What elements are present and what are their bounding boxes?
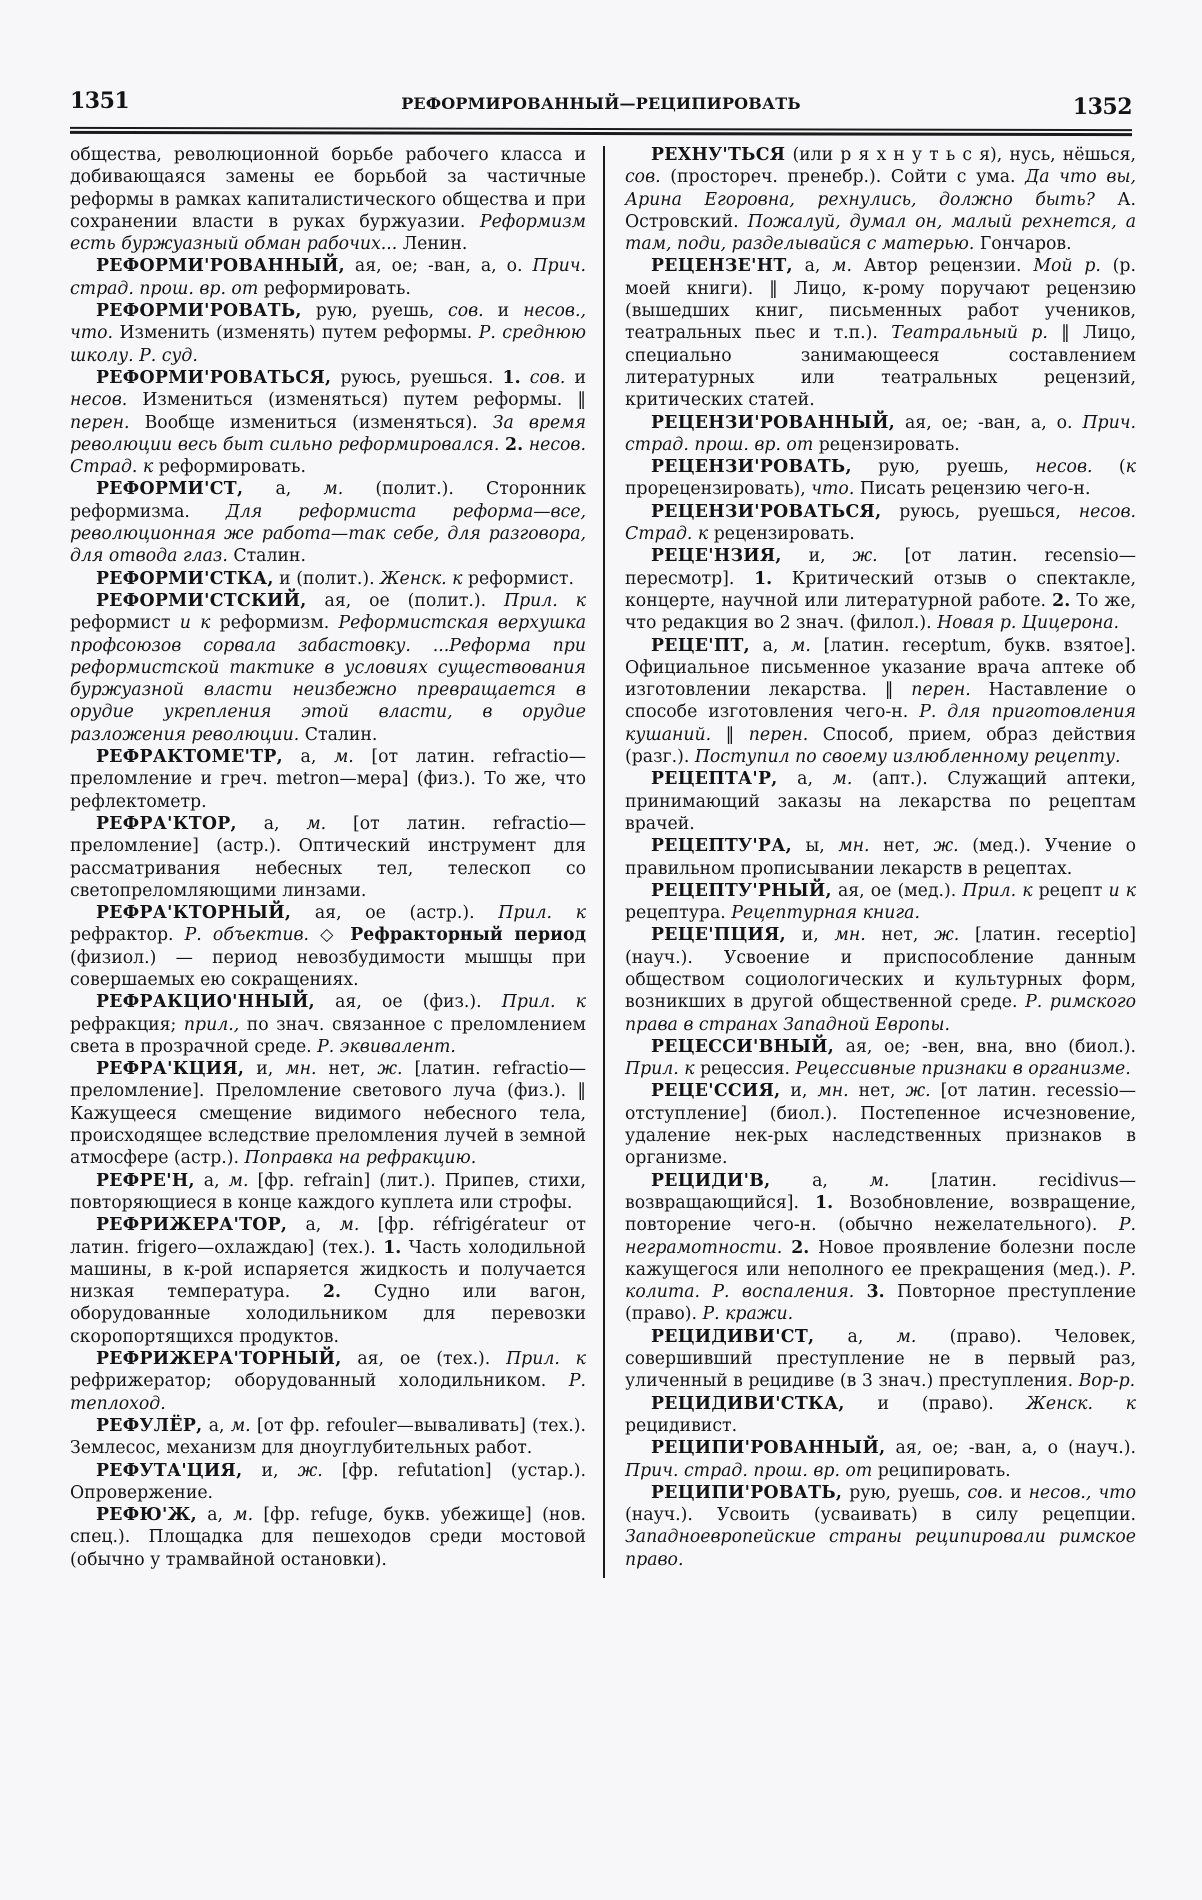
entry-text: а, bbox=[282, 747, 334, 768]
italic-text: За время революции весь быт сильно реформировался. bbox=[70, 412, 586, 455]
entry-text: [от латин. refractio—преломление и греч. metron—мера] (физ.). То же, что рефлектометр. bbox=[70, 747, 586, 812]
entry-headword: РЕЦЕПТА'Р, bbox=[651, 769, 778, 790]
dictionary-entry bbox=[70, 813, 586, 902]
dictionary-entry bbox=[70, 1504, 586, 1571]
entry-text: а, bbox=[770, 1170, 870, 1191]
italic-text: сов. bbox=[625, 167, 661, 188]
page-header bbox=[70, 88, 1132, 124]
entry-text: [от фр. refouler—вываливать] (тех.). Землесос, механизм для дноуглубительных работ. bbox=[70, 1415, 586, 1459]
dictionary-entry bbox=[625, 255, 1136, 411]
entry-headword: РЕФУТА'ЦИЯ, bbox=[96, 1460, 243, 1481]
dictionary-entry bbox=[70, 1460, 586, 1505]
italic-text: м. bbox=[323, 479, 344, 500]
italic-text: Поправка на рефракцию. bbox=[244, 1148, 477, 1169]
italic-text: несов. Страд. bbox=[70, 434, 586, 478]
italic-text: Театральный р. bbox=[891, 323, 1048, 344]
bold-text: 2. bbox=[505, 434, 524, 455]
italic-text: ж. bbox=[852, 546, 878, 567]
entry-text: реформист. bbox=[462, 568, 574, 589]
entry-text: Способ, прием, образ действия (разг.). bbox=[625, 724, 1136, 768]
entry-text: нет, bbox=[848, 1081, 906, 1102]
entry-headword: РЕФРА'КТОРНЫЙ, bbox=[96, 903, 292, 924]
dictionary-entry bbox=[625, 1393, 1136, 1438]
entry-headword: РЕЦЕПТУ'РА, bbox=[651, 836, 792, 857]
column-divider bbox=[603, 146, 605, 1578]
italic-text: Реформистская верхушка профсоюзов сорвала забастовку. ...Реформа при реформистской тактике в условиях существования буржуазной власти неизбежно превращается в орудие укрепления этой власти, в орудие разложения революции. bbox=[70, 613, 586, 745]
italic-text: к bbox=[142, 457, 154, 478]
entry-text: ая, ое (астр.). bbox=[291, 903, 499, 924]
entry-text: общества, революционной борьбе рабочего класса и добивающаяся замены ее борьбой за частичные реформы в рамках капиталистического общества и при сохранении власти в руках буржуазии. bbox=[70, 145, 586, 232]
bold-text: 2. bbox=[1052, 590, 1071, 611]
entry-headword: РЕЦЕ'ПТ, bbox=[651, 635, 750, 656]
entry-text: а, bbox=[194, 1170, 229, 1191]
entry-text: (простореч. пренебр.). Сойти с ума. bbox=[660, 167, 1026, 188]
dictionary-entry bbox=[625, 1170, 1136, 1326]
italic-text: Р. колита. Р. воспаления. bbox=[625, 1259, 1136, 1303]
entry-text: рефрижератор; оборудованный холодильником. bbox=[70, 1371, 569, 1392]
italic-text: м. bbox=[228, 1170, 249, 1191]
italic-text: Прил. к bbox=[504, 590, 586, 611]
entry-text: и, bbox=[244, 1059, 286, 1080]
italic-text: Р. объектив. bbox=[184, 925, 310, 946]
italic-text: ж. bbox=[377, 1059, 403, 1080]
italic-text: Рецептурная книга. bbox=[731, 903, 920, 924]
dictionary-entry bbox=[625, 501, 1136, 546]
page-number-right: 1352 bbox=[1072, 94, 1132, 120]
italic-text: Прич. страд. прош. вр. от bbox=[625, 1460, 873, 1481]
italic-text: м. bbox=[832, 769, 853, 790]
italic-text: мн. bbox=[838, 836, 870, 857]
entry-text: и (право). bbox=[844, 1393, 1027, 1414]
entry-text: и bbox=[565, 367, 586, 388]
italic-text: м. bbox=[832, 256, 852, 277]
italic-text: прил., bbox=[183, 1014, 240, 1035]
italic-text: Пожалуй, думал он, малый рехнется, а там, поди, разделывайся с матерью. bbox=[625, 211, 1137, 255]
italic-text: Прил. к bbox=[498, 903, 586, 924]
entry-text: руюсь, руешься, bbox=[881, 501, 1079, 522]
italic-text: ж. bbox=[934, 925, 960, 946]
entry-text: Возобновление, возвращение, повторение чего-н. (обычно нежелательного). bbox=[625, 1192, 1136, 1236]
italic-text: м. bbox=[233, 1505, 254, 1526]
entry-headword: РЕЦИПИ'РОВАННЫЙ, bbox=[651, 1438, 886, 1459]
entry-text: ая, ое; -ван, а, о. bbox=[344, 256, 533, 277]
dictionary-entry bbox=[625, 545, 1136, 634]
entry-text: (право). Человек, совершивший преступление не в первый раз, уличенный в рецидиве (в 3 знач.) преступления. bbox=[625, 1326, 1136, 1392]
italic-text: несов. bbox=[70, 390, 128, 411]
italic-text: м. bbox=[306, 813, 327, 834]
entry-text: рую, руешь, bbox=[851, 457, 1036, 478]
italic-text: несов., что bbox=[1028, 1482, 1136, 1503]
entry-text: реформировать. bbox=[258, 278, 411, 299]
dictionary-entry bbox=[70, 746, 586, 813]
entry-headword: РЕЦЕПТУ'РНЫЙ, bbox=[651, 880, 832, 901]
entry-text: и, bbox=[242, 1460, 298, 1481]
entry-text: А. Островский. bbox=[625, 189, 1137, 232]
italic-text: Прил. к bbox=[506, 1349, 586, 1370]
dictionary-entry bbox=[625, 1080, 1136, 1169]
entry-text: а, bbox=[287, 1215, 340, 1236]
entry-text: Автор рецензии. bbox=[852, 256, 1034, 277]
dictionary-entry bbox=[625, 412, 1136, 457]
entry-headword: РЕЦЕНЗИ'РОВАТЬ, bbox=[651, 457, 852, 478]
entry-text: реформизм. bbox=[210, 613, 339, 634]
page-number-left: 1351 bbox=[70, 88, 130, 114]
italic-text: несов. Страд. к bbox=[625, 501, 1136, 545]
italic-text: Женск. к bbox=[1026, 1393, 1136, 1414]
entry-headword: РЕФОРМИ'СТКА, bbox=[96, 568, 274, 589]
entry-text: Новое проявление болезни после кажущегося или неполного ее прекращения (мед.). bbox=[625, 1237, 1136, 1280]
italic-text: и к bbox=[1108, 880, 1136, 901]
entry-text: Сталин. bbox=[227, 546, 306, 567]
dictionary-entry bbox=[625, 456, 1136, 501]
entry-text: (полит.). Сторонник реформизма. bbox=[70, 479, 586, 522]
entry-text: (или р я х н у т ь с я), нусь, нёшься, bbox=[785, 145, 1136, 165]
entry-text: Писать рецензию чего-н. bbox=[854, 479, 1091, 500]
entry-headword: РЕФРЕ'Н, bbox=[96, 1170, 195, 1191]
dictionary-entry bbox=[70, 1348, 586, 1415]
entry-text: рефрактор. bbox=[70, 925, 185, 946]
italic-text: перен. bbox=[748, 724, 809, 745]
entry-headword: РЕЦИДИ'В, bbox=[651, 1170, 771, 1191]
entry-text: ◇ bbox=[309, 925, 351, 946]
entry-text bbox=[782, 1238, 791, 1258]
entry-text: [от латин. refractio—преломление] (астр.). Оптический инструмент для рассматривания небесных тел, телескоп со светопреломляющими линзами. bbox=[70, 813, 586, 901]
entry-headword: РЕЦЕ'НЗИЯ, bbox=[651, 546, 782, 567]
dictionary-entry bbox=[625, 835, 1136, 880]
bold-text: 1. bbox=[383, 1237, 402, 1258]
italic-text: сов. bbox=[448, 301, 484, 322]
entry-headword: РЕЦЕНЗИ'РОВАННЫЙ, bbox=[651, 412, 896, 433]
entry-headword: РЕЦИПИ'РОВАТЬ, bbox=[651, 1482, 843, 1503]
entry-text: а, bbox=[749, 635, 792, 656]
entry-headword: РЕФОРМИ'РОВАТЬСЯ, bbox=[96, 367, 332, 388]
entry-text: [от латин. recensio—пересмотр]. bbox=[625, 546, 1136, 589]
italic-text: Да что вы, Арина Егоровна, рехнулись, должно быть? bbox=[625, 167, 1136, 210]
entry-headword: РЕЦЕНЗИ'РОВАТЬСЯ, bbox=[651, 501, 882, 522]
italic-text: Прил. к bbox=[625, 1059, 695, 1080]
entry-headword: РЕФРА'КТОР, bbox=[96, 813, 237, 834]
entry-text: а, bbox=[243, 479, 324, 500]
italic-text: что. bbox=[811, 479, 855, 500]
dictionary-entry bbox=[625, 768, 1136, 835]
entry-text: нет, bbox=[869, 836, 934, 857]
bold-text: 2. bbox=[323, 1282, 342, 1303]
entry-text: Гончаров. bbox=[974, 234, 1072, 255]
entry-text: и (полит.). bbox=[273, 568, 381, 589]
entry-text: [фр. réfrigérateur от латин. frigero—охлаждаю] (тех.). bbox=[70, 1215, 586, 1258]
entry-headword: РЕЦИДИВИ'СТ, bbox=[651, 1326, 815, 1347]
entry-text: реформировать. bbox=[153, 457, 306, 478]
entry-text: (мед.). Учение о правильном прописывании лекарств в рецептах. bbox=[625, 836, 1137, 879]
entry-text: рую, руешь, bbox=[301, 301, 449, 322]
entry-text: а, bbox=[814, 1326, 897, 1347]
entry-text: [латин. recidivus—возвращающийся]. bbox=[625, 1170, 1136, 1213]
dictionary-entry bbox=[70, 568, 586, 590]
italic-text: Прич. страд. прош. вр. от bbox=[625, 412, 1136, 455]
dictionary-entry bbox=[625, 1437, 1136, 1482]
italic-text: Рецессивные признаки в организме. bbox=[795, 1059, 1131, 1080]
entry-continuation bbox=[70, 144, 586, 255]
entry-text: по знач. связанное с преломлением света в прозрачной среде. bbox=[70, 1014, 586, 1057]
italic-text: ж. bbox=[905, 1081, 931, 1102]
italic-text: перен. bbox=[70, 412, 130, 433]
entry-text: руюсь, руешься. bbox=[331, 367, 503, 388]
entry-text: [от латин. recessio—отступление] (биол.). Постепенное исчезновение, удаление нек-рых наследственных признаков в организме. bbox=[625, 1081, 1136, 1169]
entry-text: Сталин. bbox=[299, 724, 378, 745]
italic-text: м. bbox=[339, 1215, 360, 1236]
dictionary-entry bbox=[70, 1214, 586, 1348]
italic-text: Р. теплоход. bbox=[70, 1371, 586, 1414]
dictionary-entry bbox=[70, 991, 586, 1058]
entry-headword: РЕЦИДИВИ'СТКА, bbox=[651, 1393, 845, 1414]
entry-text: а, bbox=[792, 256, 833, 277]
italic-text: Р. эквивалент. bbox=[317, 1036, 456, 1057]
bold-text: 1. bbox=[502, 367, 521, 388]
entry-headword: РЕФРИЖЕРА'ТОР, bbox=[96, 1215, 288, 1236]
entry-text: прорецензировать), bbox=[625, 479, 812, 500]
right-column bbox=[625, 144, 1136, 1571]
entry-text: [фр. refrain] (лит.). Припев, стихи, повторяющиеся в конце каждого куплета или строфы. bbox=[70, 1170, 586, 1213]
italic-text: Мой р. bbox=[1033, 256, 1101, 277]
entry-text: ая, ое; -вен, вна, вно (биол.). bbox=[834, 1036, 1136, 1057]
bold-text: 2. bbox=[791, 1237, 810, 1258]
entry-headword: РЕФУЛЁР, bbox=[96, 1415, 203, 1436]
left-column bbox=[70, 144, 586, 1571]
italic-text: Р. среднюю школу. Р. суд. bbox=[70, 323, 586, 366]
dictionary-entry bbox=[70, 255, 586, 300]
entry-headword: РЕФРАКТОМЕ'ТР, bbox=[96, 747, 283, 768]
entry-text: а, bbox=[196, 1505, 234, 1526]
entry-text: и, bbox=[785, 925, 835, 946]
italic-text: Р. римского права в странах Западной Европы. bbox=[625, 992, 1136, 1035]
italic-text: ж. bbox=[297, 1460, 323, 1481]
italic-text: м. bbox=[896, 1326, 917, 1347]
italic-text: Поступил по своему излюбленному рецепту. bbox=[694, 747, 1121, 768]
italic-text: сов. bbox=[529, 367, 566, 388]
entry-text: рецензировать. bbox=[708, 524, 855, 545]
bold-text: 3. bbox=[866, 1282, 885, 1303]
entry-headword: РЕФЮ'Ж, bbox=[96, 1505, 197, 1526]
entry-text: и bbox=[483, 301, 524, 322]
entry-text: То же, что редакция во 2 знач. (филол.). bbox=[625, 590, 1136, 634]
dictionary-entry bbox=[70, 590, 586, 746]
entry-text: рецептура. bbox=[625, 903, 732, 924]
entry-headword: РЕФОРМИ'СТ, bbox=[96, 479, 244, 500]
dictionary-entry bbox=[70, 300, 586, 367]
entry-text: и, bbox=[780, 1081, 818, 1102]
italic-text: мн. bbox=[834, 925, 866, 946]
entry-text: а, bbox=[202, 1415, 231, 1436]
italic-text: м. bbox=[230, 1415, 251, 1436]
entry-headword: РЕЦЕССИ'ВНЫЙ, bbox=[651, 1036, 835, 1057]
entry-text: рецессия. bbox=[694, 1059, 796, 1080]
entry-headword: РЕФРАКЦИО'ННЫЙ, bbox=[96, 992, 315, 1013]
italic-text: Р. кражи. bbox=[702, 1304, 794, 1325]
dictionary-entry bbox=[625, 635, 1136, 769]
italic-text: м. bbox=[869, 1170, 890, 1191]
entry-text: [фр. refutation] (устар.). Опровержение. bbox=[70, 1460, 586, 1503]
dictionary-entry bbox=[70, 1415, 586, 1460]
dictionary-entry bbox=[625, 1482, 1136, 1571]
entry-text: [латин. refractio—преломление]. Преломление светового луча (физ.). ‖ Кажущееся смещение видимого небесного тела, происходящее вследствие преломления лучей в земной атмосфере (астр.). bbox=[70, 1059, 586, 1169]
dictionary-entry bbox=[625, 1326, 1136, 1393]
dictionary-entry bbox=[70, 902, 586, 991]
entry-text: рую, руешь, bbox=[842, 1482, 968, 1503]
entry-text: ая, ое (полит.). bbox=[306, 590, 505, 611]
italic-text: м. bbox=[333, 747, 354, 768]
italic-text: и к bbox=[179, 613, 211, 634]
header-double-rule bbox=[70, 127, 1132, 136]
entry-text: ая, ое; -ван, а, о (науч.). bbox=[885, 1438, 1136, 1459]
italic-text: Р. для приготовления кушаний. bbox=[625, 702, 1137, 745]
entry-text: [фр. refuge, букв. убежище] (нов. спец.). Площадка для пешеходов среди мостовой (обычно у трамвайной остановки). bbox=[70, 1505, 586, 1570]
dictionary-entry bbox=[625, 880, 1136, 925]
entry-text: Часть холодильной машины, в к-рой испаряется жидкость и получается низкая температура. bbox=[70, 1237, 586, 1303]
dictionary-entry bbox=[625, 144, 1136, 255]
entry-text: Судно или вагон, оборудованные холодильником для перевозки скоропортящихся продуктов. bbox=[70, 1282, 586, 1347]
entry-headword: РЕФРИЖЕРА'ТОРНЫЙ, bbox=[96, 1349, 342, 1370]
entry-text: Повторное преступление (право). bbox=[625, 1282, 1136, 1325]
entry-text: ая, ое (тех.). bbox=[341, 1349, 507, 1370]
entry-text: ая, ое; -ван, а, о. bbox=[895, 412, 1083, 433]
bold-text: 1. bbox=[754, 568, 773, 589]
entry-text: а, bbox=[777, 769, 833, 790]
entry-text: рефракция; bbox=[70, 1014, 184, 1035]
entry-text bbox=[854, 1282, 866, 1302]
italic-text: Прил. к bbox=[962, 880, 1033, 901]
entry-text: (апт.). Служащий аптеки, принимающий заказы на лекарства по рецептам врачей. bbox=[625, 769, 1136, 834]
running-head: РЕФОРМИРОВАННЫЙ—РЕЦИПИРОВАТЬ bbox=[401, 94, 801, 113]
entry-text: [латин. receptio] (науч.). Усвоение и приспособление данным обществом социологических и культурных форм, возникших в другой общественной среде. bbox=[625, 925, 1136, 1013]
italic-text: Прич. страд. прош. вр. от bbox=[70, 256, 586, 299]
italic-text: перен. bbox=[911, 680, 971, 701]
entry-text: Наставление о способе изготовления чего-н. bbox=[625, 680, 1136, 723]
entry-text: рецидивист. bbox=[625, 1415, 738, 1436]
entry-text: ы, bbox=[791, 836, 839, 857]
entry-text: и, bbox=[781, 546, 853, 567]
entry-headword: РЕФОРМИ'СТСКИЙ, bbox=[96, 590, 307, 611]
italic-text: Р. неграмотности. bbox=[625, 1215, 1136, 1258]
italic-text: Вор-р. bbox=[1078, 1371, 1136, 1392]
italic-text: Женск. к bbox=[380, 568, 463, 589]
entry-text: [латин. receptum, букв. взятое]. Официальное письменное указание врача аптеке об изготовлении лекарства. ‖ bbox=[625, 635, 1136, 701]
italic-text: Новая р. Цицерона. bbox=[937, 613, 1120, 634]
entry-text: ‖ bbox=[711, 724, 749, 745]
dictionary-entry bbox=[625, 1036, 1136, 1081]
italic-text: к bbox=[1125, 457, 1136, 478]
entry-headword: РЕЦЕНЗЕ'НТ, bbox=[651, 256, 793, 277]
entry-text: ‖ Лицо, специально занимающееся составлением литературных или театральных рецензий, критических статей. bbox=[625, 323, 1137, 411]
italic-text: несов. bbox=[1035, 457, 1093, 478]
dictionary-entry bbox=[70, 1170, 586, 1215]
entry-text: Ленин. bbox=[397, 234, 468, 255]
entry-headword: РЕФРА'КЦИЯ, bbox=[96, 1059, 245, 1080]
entry-text: рецепт bbox=[1032, 880, 1109, 901]
entry-text: рецензировать. bbox=[813, 434, 960, 455]
entry-text: (р. моей книги). ‖ Лицо, к-рому поручают рецензию (вышедших книг, письменных работ учеников, театральных пьес и т.п.). bbox=[625, 256, 1136, 344]
entry-headword: РЕХНУ'ТЬСЯ bbox=[651, 145, 786, 165]
entry-text: реципировать. bbox=[872, 1460, 1011, 1481]
italic-text: несов., что. bbox=[70, 301, 586, 344]
entry-headword: РЕФОРМИ'РОВАТЬ, bbox=[96, 301, 302, 322]
dictionary-entry bbox=[625, 924, 1136, 1035]
entry-text: Критический отзыв о спектакле, концерте, научной или литературной работе. bbox=[625, 568, 1136, 611]
entry-text: а, bbox=[236, 813, 307, 834]
entry-text: нет, bbox=[316, 1059, 378, 1080]
entry-text: и bbox=[1003, 1482, 1029, 1503]
entry-text: реформист bbox=[70, 613, 180, 634]
entry-headword: РЕФОРМИ'РОВАННЫЙ, bbox=[96, 256, 345, 277]
bold-text: 1. bbox=[815, 1192, 834, 1213]
italic-text: Прил. к bbox=[501, 992, 586, 1013]
entry-headword: РЕЦЕ'ССИЯ, bbox=[651, 1081, 781, 1102]
entry-text: ая, ое (мед.). bbox=[831, 880, 963, 901]
italic-text: Реформизм есть буржуазный обман рабочих... bbox=[70, 211, 586, 255]
dictionary-entry bbox=[70, 367, 586, 478]
italic-text: мн. bbox=[817, 1081, 849, 1102]
entry-text: (физиол.) — период невозбудимости мышцы при совершаемых ею сокращениях. bbox=[70, 947, 586, 990]
entry-headword: РЕЦЕ'ПЦИЯ, bbox=[651, 925, 786, 946]
italic-text: м. bbox=[791, 635, 811, 656]
italic-text: сов. bbox=[967, 1482, 1004, 1503]
entry-text: ая, ое (физ.). bbox=[315, 992, 502, 1013]
entry-text: ( bbox=[1092, 457, 1126, 478]
italic-text: Западноевропейские страны реципировали римское право. bbox=[625, 1527, 1136, 1570]
dictionary-entry bbox=[70, 478, 586, 567]
entry-text bbox=[521, 368, 530, 388]
italic-text: ж. bbox=[933, 836, 959, 857]
bold-text: Рефракторный период bbox=[350, 925, 586, 946]
entry-text: Измениться (изменяться) путем реформы. ‖ bbox=[127, 390, 586, 411]
dictionary-entry bbox=[70, 1058, 586, 1169]
entry-text: нет, bbox=[865, 925, 935, 946]
entry-text: Вообще измениться (изменяться). bbox=[129, 412, 493, 433]
italic-text: Для реформиста реформа—все, революционная же работа—так себе, для разговора, для отвода глаз. bbox=[70, 501, 586, 567]
entry-text: Изменить (изменять) путем реформы. bbox=[113, 323, 479, 344]
entry-text: (науч.). Усвоить (усваивать) в силу рецепции. bbox=[625, 1505, 1136, 1526]
italic-text: мн. bbox=[285, 1059, 317, 1080]
